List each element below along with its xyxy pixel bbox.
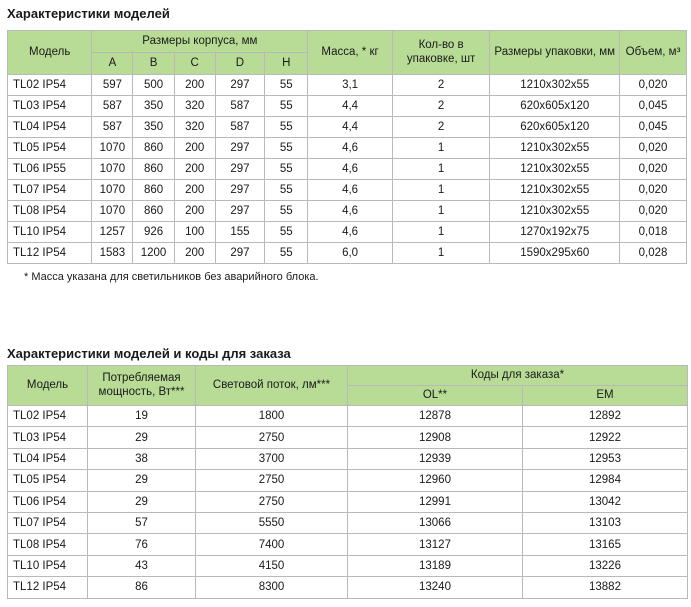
table-row bbox=[8, 180, 687, 201]
table-cell: TL02 IP54 bbox=[8, 75, 92, 96]
table-cell: 200 bbox=[174, 201, 215, 222]
header-dim-d: D bbox=[215, 53, 264, 75]
table-cell: 597 bbox=[92, 75, 133, 96]
table2-title: Характеристики моделей и коды для заказа bbox=[7, 346, 291, 361]
table-cell: TL05 IP54 bbox=[8, 470, 88, 491]
models-specs-table bbox=[7, 30, 687, 264]
table-cell: 0,020 bbox=[620, 180, 687, 201]
table-cell: 55 bbox=[265, 138, 308, 159]
table-cell: 297 bbox=[215, 138, 264, 159]
header-model: Модель bbox=[8, 31, 92, 75]
table-row bbox=[8, 138, 687, 159]
table-cell: 1210x302x55 bbox=[490, 201, 620, 222]
table-cell: 100 bbox=[174, 222, 215, 243]
table-row bbox=[8, 577, 688, 598]
table-cell: 860 bbox=[133, 138, 174, 159]
mass-footnote: * Масса указана для светильников без аварийного блока. bbox=[24, 271, 319, 283]
table-row bbox=[8, 96, 687, 117]
table-cell: 2750 bbox=[196, 491, 348, 512]
table-cell: 1070 bbox=[92, 201, 133, 222]
table-row bbox=[8, 555, 688, 576]
header-model: Модель bbox=[8, 366, 88, 406]
table-cell: TL06 IP54 bbox=[8, 491, 88, 512]
table-cell: 1 bbox=[392, 180, 490, 201]
table-cell: 3,1 bbox=[308, 75, 392, 96]
table-cell: 1210x302x55 bbox=[490, 75, 620, 96]
table-cell: TL12 IP54 bbox=[8, 243, 92, 264]
header-em: EM bbox=[523, 386, 688, 406]
table-cell: 1210x302x55 bbox=[490, 159, 620, 180]
table-cell: 587 bbox=[92, 96, 133, 117]
header-volume: Объем, м³ bbox=[620, 31, 687, 75]
table-cell: 200 bbox=[174, 159, 215, 180]
table-cell: TL08 IP54 bbox=[8, 201, 92, 222]
table-cell: 12984 bbox=[523, 470, 688, 491]
table-cell: 4,6 bbox=[308, 138, 392, 159]
table-cell: TL02 IP54 bbox=[8, 406, 88, 427]
table-cell: 155 bbox=[215, 222, 264, 243]
header-qty: Кол-во в упаковке, шт bbox=[392, 31, 490, 75]
table-cell: 3700 bbox=[196, 448, 348, 469]
table-cell: 0,020 bbox=[620, 159, 687, 180]
table-row bbox=[8, 159, 687, 180]
table-cell: 620x605x120 bbox=[490, 96, 620, 117]
table-cell: TL04 IP54 bbox=[8, 117, 92, 138]
table-cell: 13103 bbox=[523, 512, 688, 533]
table-cell: 200 bbox=[174, 75, 215, 96]
table-cell: 2750 bbox=[196, 470, 348, 491]
table-cell: 4,4 bbox=[308, 96, 392, 117]
table-cell: 0,045 bbox=[620, 96, 687, 117]
table-cell: 13042 bbox=[523, 491, 688, 512]
table-cell: 1 bbox=[392, 243, 490, 264]
table-cell: 1800 bbox=[196, 406, 348, 427]
table-cell: 1 bbox=[392, 201, 490, 222]
header-power: Потребляемая мощность, Вт*** bbox=[88, 366, 196, 406]
table-cell: TL04 IP54 bbox=[8, 448, 88, 469]
table-cell: 13240 bbox=[348, 577, 523, 598]
table-cell: TL07 IP54 bbox=[8, 512, 88, 533]
table-cell: 860 bbox=[133, 201, 174, 222]
table-cell: TL10 IP54 bbox=[8, 555, 88, 576]
table-cell: 55 bbox=[265, 180, 308, 201]
table-cell: TL06 IP55 bbox=[8, 159, 92, 180]
table-row bbox=[8, 534, 688, 555]
header-flux: Световой поток, лм*** bbox=[196, 366, 348, 406]
table-cell: TL07 IP54 bbox=[8, 180, 92, 201]
table-cell: 38 bbox=[88, 448, 196, 469]
table-cell: 12953 bbox=[523, 448, 688, 469]
table-row bbox=[8, 406, 688, 427]
table-row bbox=[8, 448, 688, 469]
table-cell: 19 bbox=[88, 406, 196, 427]
table-cell: 0,020 bbox=[620, 201, 687, 222]
table-cell: 860 bbox=[133, 180, 174, 201]
table-cell: 1 bbox=[392, 222, 490, 243]
table-cell: 620x605x120 bbox=[490, 117, 620, 138]
table-cell: 55 bbox=[265, 117, 308, 138]
table-cell: TL03 IP54 bbox=[8, 96, 92, 117]
table-cell: 5550 bbox=[196, 512, 348, 533]
table-cell: 6,0 bbox=[308, 243, 392, 264]
table-cell: 860 bbox=[133, 159, 174, 180]
table-row bbox=[8, 117, 687, 138]
table-cell: 29 bbox=[88, 470, 196, 491]
table-cell: 12878 bbox=[348, 406, 523, 427]
table-cell: 4,6 bbox=[308, 180, 392, 201]
table-cell: 320 bbox=[174, 96, 215, 117]
table-row bbox=[8, 222, 687, 243]
table-row bbox=[8, 75, 687, 96]
table-row bbox=[8, 491, 688, 512]
table-cell: 500 bbox=[133, 75, 174, 96]
table-cell: 1070 bbox=[92, 159, 133, 180]
table-row bbox=[8, 243, 687, 264]
table1-title: Характеристики моделей bbox=[7, 6, 170, 21]
table-cell: 4,6 bbox=[308, 159, 392, 180]
table-cell: 350 bbox=[133, 117, 174, 138]
table-cell: 55 bbox=[265, 96, 308, 117]
header-dim-a: A bbox=[92, 53, 133, 75]
table-cell: 13127 bbox=[348, 534, 523, 555]
table-cell: 1 bbox=[392, 138, 490, 159]
table-cell: 1200 bbox=[133, 243, 174, 264]
table-cell: 297 bbox=[215, 159, 264, 180]
table-cell: 13165 bbox=[523, 534, 688, 555]
table-cell: 587 bbox=[215, 117, 264, 138]
header-ol: OL** bbox=[348, 386, 523, 406]
table-cell: 12991 bbox=[348, 491, 523, 512]
table-cell: 350 bbox=[133, 96, 174, 117]
table-cell: 13882 bbox=[523, 577, 688, 598]
table-cell: TL12 IP54 bbox=[8, 577, 88, 598]
header-dim-h: H bbox=[265, 53, 308, 75]
table-cell: 55 bbox=[265, 243, 308, 264]
table-cell: TL03 IP54 bbox=[8, 427, 88, 448]
table-cell: 587 bbox=[92, 117, 133, 138]
table-cell: 12908 bbox=[348, 427, 523, 448]
table-cell: 29 bbox=[88, 427, 196, 448]
table-cell: 4,6 bbox=[308, 222, 392, 243]
table-cell: 1257 bbox=[92, 222, 133, 243]
table-cell: 2 bbox=[392, 117, 490, 138]
table-cell: TL05 IP54 bbox=[8, 138, 92, 159]
table-cell: 1210x302x55 bbox=[490, 180, 620, 201]
table-cell: 587 bbox=[215, 96, 264, 117]
table-cell: 2 bbox=[392, 96, 490, 117]
table-cell: 1070 bbox=[92, 138, 133, 159]
header-dim-c: C bbox=[174, 53, 215, 75]
table-cell: 7400 bbox=[196, 534, 348, 555]
table-cell: 297 bbox=[215, 201, 264, 222]
header-mass: Масса, * кг bbox=[308, 31, 392, 75]
table-cell: 0,045 bbox=[620, 117, 687, 138]
table-cell: 29 bbox=[88, 491, 196, 512]
table-cell: 86 bbox=[88, 577, 196, 598]
table-cell: 12960 bbox=[348, 470, 523, 491]
table-cell: TL08 IP54 bbox=[8, 534, 88, 555]
table-cell: 4150 bbox=[196, 555, 348, 576]
table-cell: 43 bbox=[88, 555, 196, 576]
table-cell: 12939 bbox=[348, 448, 523, 469]
header-order-codes: Коды для заказа* bbox=[348, 366, 688, 386]
table-cell: 57 bbox=[88, 512, 196, 533]
table-cell: 2750 bbox=[196, 427, 348, 448]
table-cell: 0,018 bbox=[620, 222, 687, 243]
table-cell: 4,6 bbox=[308, 201, 392, 222]
table-cell: 297 bbox=[215, 243, 264, 264]
table-cell: 0,028 bbox=[620, 243, 687, 264]
table-cell: 320 bbox=[174, 117, 215, 138]
table-cell: 2 bbox=[392, 75, 490, 96]
table-cell: 13066 bbox=[348, 512, 523, 533]
table-row bbox=[8, 427, 688, 448]
table-cell: 8300 bbox=[196, 577, 348, 598]
table-cell: 12892 bbox=[523, 406, 688, 427]
table-cell: 200 bbox=[174, 180, 215, 201]
table-cell: 0,020 bbox=[620, 138, 687, 159]
table-cell: 13226 bbox=[523, 555, 688, 576]
header-dimensions: Размеры корпуса, мм bbox=[92, 31, 308, 53]
table-cell: TL10 IP54 bbox=[8, 222, 92, 243]
table-cell: 12922 bbox=[523, 427, 688, 448]
table-cell: 297 bbox=[215, 180, 264, 201]
table-cell: 1590x295x60 bbox=[490, 243, 620, 264]
header-dim-b: B bbox=[133, 53, 174, 75]
table-row bbox=[8, 512, 688, 533]
table-cell: 55 bbox=[265, 201, 308, 222]
table-row bbox=[8, 470, 688, 491]
table-cell: 926 bbox=[133, 222, 174, 243]
table-cell: 200 bbox=[174, 243, 215, 264]
header-pack-size: Размеры упаковки, мм bbox=[490, 31, 620, 75]
table-cell: 200 bbox=[174, 138, 215, 159]
table-cell: 1210x302x55 bbox=[490, 138, 620, 159]
table-cell: 0,020 bbox=[620, 75, 687, 96]
table-cell: 13189 bbox=[348, 555, 523, 576]
table-cell: 297 bbox=[215, 75, 264, 96]
table-row bbox=[8, 201, 687, 222]
table-cell: 55 bbox=[265, 159, 308, 180]
table-cell: 1583 bbox=[92, 243, 133, 264]
table-cell: 55 bbox=[265, 222, 308, 243]
table-cell: 1 bbox=[392, 159, 490, 180]
order-codes-table bbox=[7, 365, 688, 599]
table-cell: 1070 bbox=[92, 180, 133, 201]
table-cell: 76 bbox=[88, 534, 196, 555]
table-cell: 4,4 bbox=[308, 117, 392, 138]
table-cell: 55 bbox=[265, 75, 308, 96]
table-cell: 1270x192x75 bbox=[490, 222, 620, 243]
